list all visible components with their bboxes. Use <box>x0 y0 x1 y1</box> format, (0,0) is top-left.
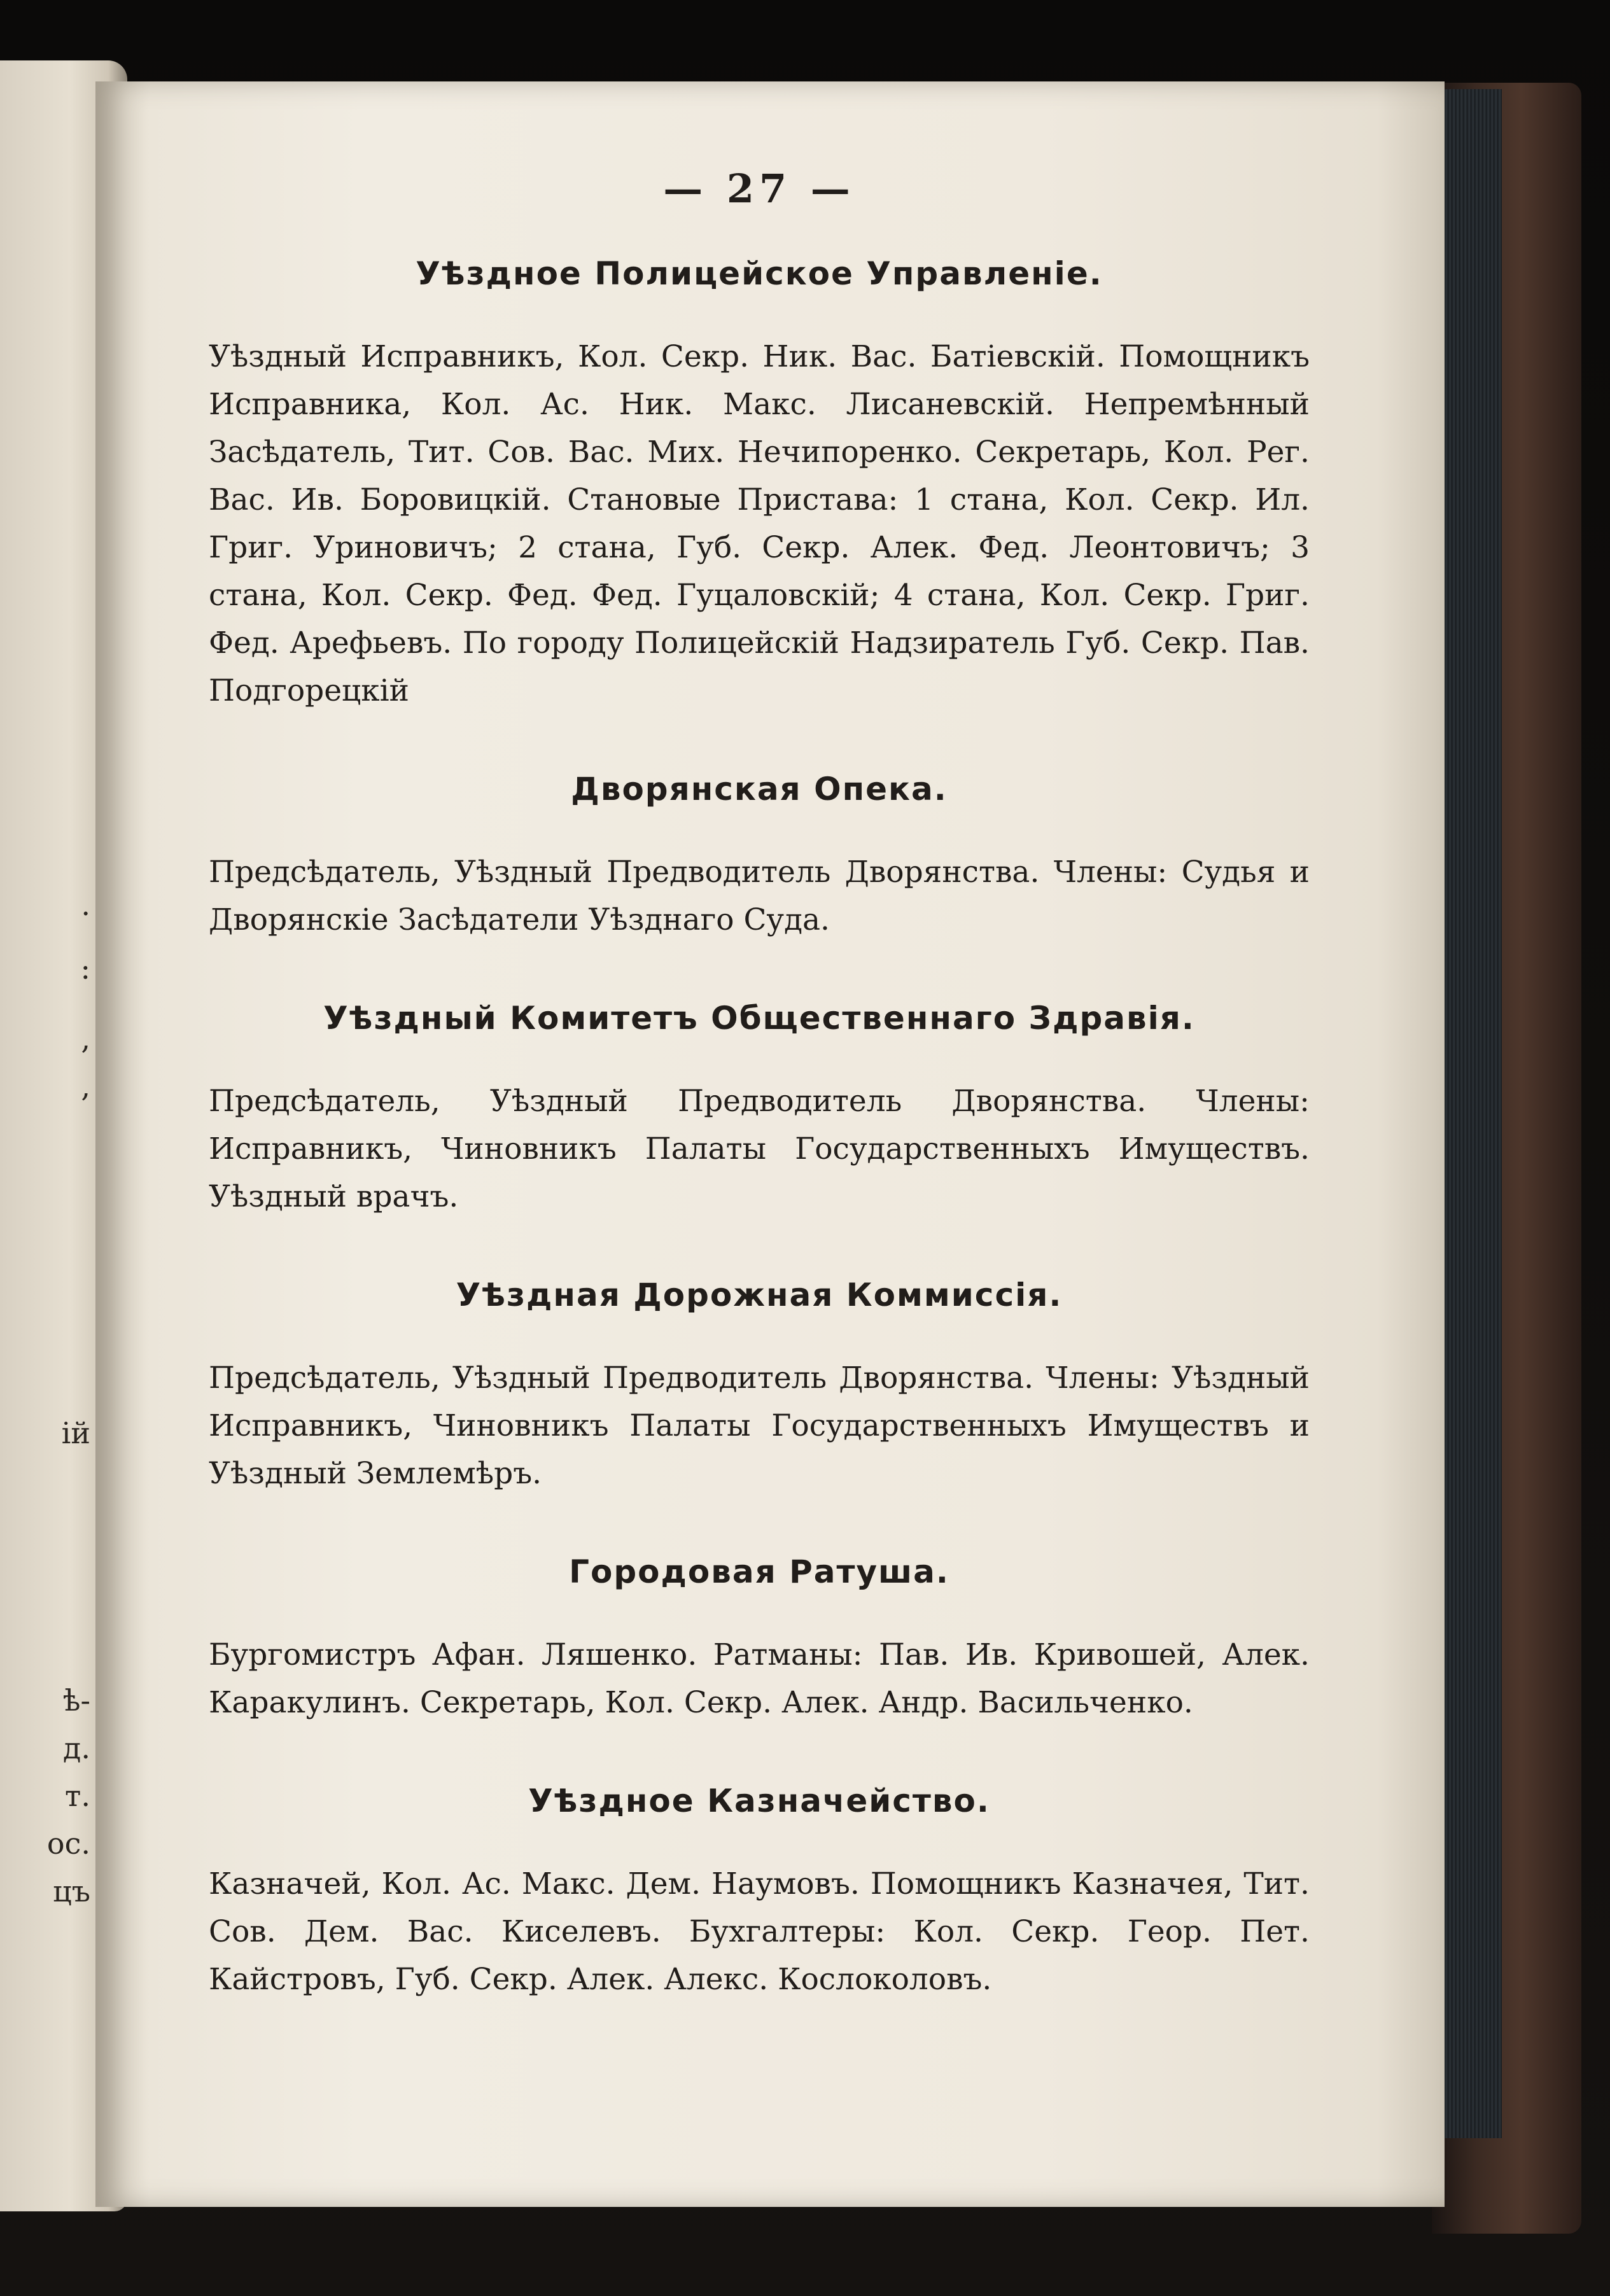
section-body: Казначей, Кол. Ас. Макс. Дем. Наумовъ. Помощникъ Казначея, Тит. Сов. Дем. Вас. Киселевъ. Бухгалтеры: Кол. Секр. Геор. Пет. Кайстровъ, Губ. Секр. Алек. Алекс. Кослоколовъ. <box>209 1866 1310 1997</box>
left-edge-text-1: : <box>80 951 90 986</box>
section-title: Уѣздная Дорожная Коммиссія. <box>456 1277 1063 1313</box>
section-body: Бургомистръ Афан. Ляшенко. Ратманы: Пав. Ив. Кривошей, Алек. Каракулинъ. Секретарь, Кол. Секр. Алек. Андр. Васильченко. <box>209 1637 1310 1720</box>
section <box>209 771 1310 944</box>
left-edge-text-6: д. <box>63 1731 90 1765</box>
section-title: Дворянская Опека. <box>571 771 948 808</box>
section-title: Городовая Ратуша. <box>569 1553 949 1590</box>
left-edge-text-3: , <box>81 1069 90 1103</box>
section <box>209 1277 1310 1497</box>
section-title: Уѣздный Комитетъ Общественнаго Здравія. <box>323 1000 1195 1037</box>
section-body: Предсѣдатель, Уѣздный Предводитель Дворянства. Члены: Судья и Дворянскіе Засѣдатели Уѣзднаго Суда. <box>209 855 1310 937</box>
page-number: — 27 — <box>663 165 855 212</box>
left-edge-text-8: ос. <box>46 1826 90 1861</box>
left-edge-text-7: т. <box>64 1779 90 1813</box>
left-edge-text-9: цъ <box>53 1874 90 1908</box>
section <box>209 1782 1310 2003</box>
section-body: Уѣздный Исправникъ, Кол. Секр. Ник. Вас. Батіевскій. Помощникъ Исправника, Кол. Ас. Ник. Макс. Лисаневскій. Непремѣнный Засѣдатель, Тит. Сов. Вас. Мих. Нечипоренко. Секретарь, Кол. Рег. Вас. Ив. Боровицкій. Становые Пристава: 1 стана, Кол. Секр. Ил. Григ. Уриновичъ; 2 стана, Губ. Секр. Алек. Фед. Леонтовичъ; 3 стана, Кол. Секр. Фед. Фед. Гуцаловскій; 4 стана, Кол. Секр. Григ. Фед. Арефьевъ. По городу Полицейскій Надзиратель Губ. Секр. Пав. Подгорецкій <box>209 339 1310 708</box>
section <box>209 255 1310 715</box>
section-body: Предсѣдатель, Уѣздный Предводитель Дворянства. Члены: Уѣздный Исправникъ, Чиновникъ Палаты Государственныхъ Имуществъ и Уѣздный Землемѣръ. <box>209 1361 1310 1491</box>
left-edge-text-5: ѣ- <box>62 1683 90 1718</box>
section-title: Уѣздное Полицейское Управленіе. <box>416 255 1103 292</box>
left-edge-text-2: , <box>81 1021 90 1056</box>
left-edge-text-4: ій <box>61 1416 90 1450</box>
section-title: Уѣздное Казначейство. <box>528 1782 990 1819</box>
left-edge-text-0: . <box>81 888 90 922</box>
section <box>209 1000 1310 1221</box>
page-content <box>209 165 1310 2059</box>
section-body: Предсѣдатель, Уѣздный Предводитель Дворянства. Члены: Исправникъ, Чиновникъ Палаты Государственныхъ Имуществъ. Уѣздный врачъ. <box>209 1084 1310 1214</box>
section <box>209 1553 1310 1726</box>
